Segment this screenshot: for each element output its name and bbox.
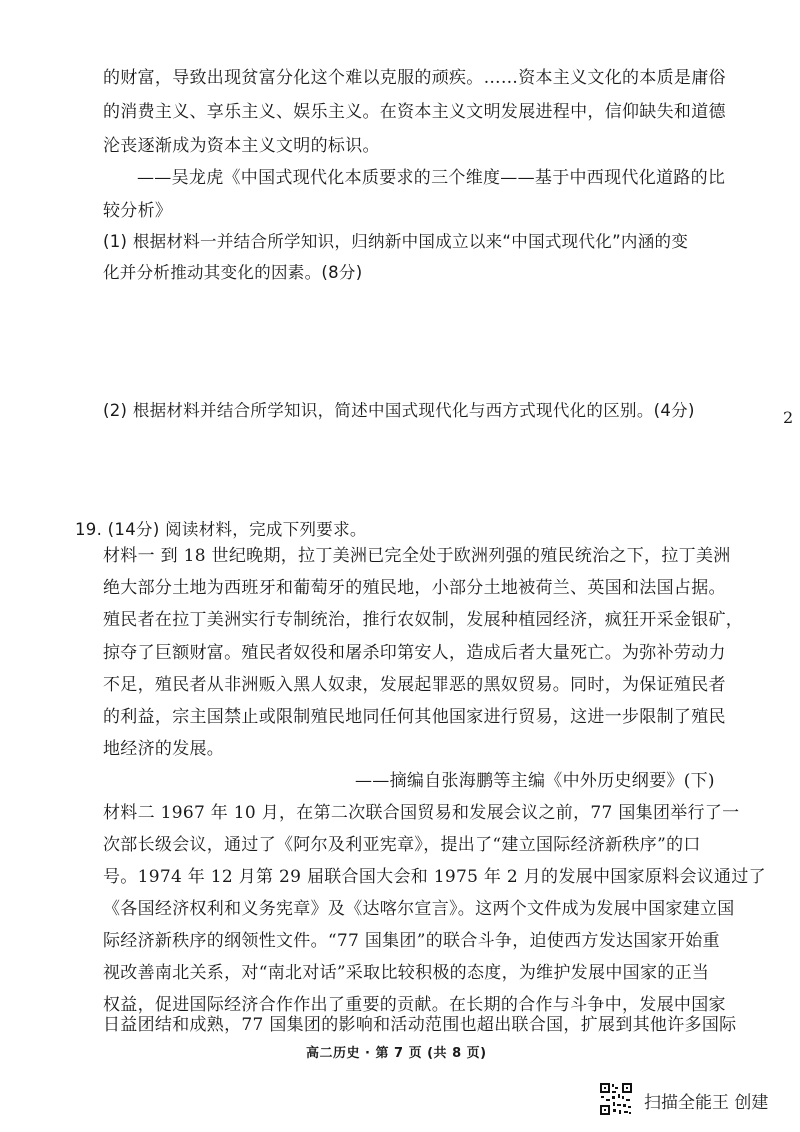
question-18-part-2: (2) 根据材料并结合所学知识，简述中国式现代化与西方式现代化的区别。(4分) <box>103 401 695 420</box>
material-text-line: 沦丧逐渐成为资本主义文明的标识。 <box>103 136 380 156</box>
material-2-line: 权益，促进国际经济合作作出了重要的贡献。在长期的合作与斗争中，发展中国家 <box>103 995 726 1015</box>
material-2-line: 号。1974 年 12 月第 29 届联合国大会和 1975 年 2 月的发展中国家原料会议通过了 <box>103 867 766 887</box>
material-source: 较分析》 <box>103 201 173 221</box>
material-2-line: 《各国经济权利和义务宪章》及《达喀尔宣言》。这两个文件成为发展中国家建立国 <box>103 899 735 919</box>
material-1-line: 不足，殖民者从非洲贩入黑人奴隶，发展起罪恶的黑奴贸易。同时，为保证殖民者 <box>103 675 726 695</box>
material-2-line: 视改善南北关系，对“南北对话”采取比较积极的态度，为维护发展中国家的正当 <box>103 963 710 983</box>
question-19-header: 19. (14分) 阅读材料，完成下列要求。 <box>75 520 367 539</box>
material-1-line: 掠夺了巨额财富。殖民者奴役和屠杀印第安人，造成后者大量死亡。为弥补劳动力 <box>103 643 726 663</box>
material-text-line: 的财富，导致出现贫富分化这个难以克服的顽疾。……资本主义文化的本质是庸俗 <box>103 68 726 88</box>
question-18-part-1: (1) 根据材料一并结合所学知识，归纳新中国成立以来“中国式现代化”内涵的变 <box>103 232 689 251</box>
material-text-line: 的消费主义、享乐主义、娱乐主义。在资本主义文明发展进程中，信仰缺失和道德 <box>103 102 726 122</box>
material-2-line: 日益团结和成熟，77 国集团的影响和活动范围也超出联合国，扩展到其他许多国际 <box>103 1015 737 1035</box>
material-1-line: 的利益，宗主国禁止或限制殖民地同任何其他国家进行贸易，这进一步限制了殖民 <box>103 707 726 727</box>
question-18-part-1: 化并分析推动其变化的因素。(8分) <box>103 263 363 282</box>
material-2-line: 材料二 1967 年 10 月，在第二次联合国贸易和发展会议之前，77 国集团举行了一 <box>103 803 740 823</box>
material-1-line: 材料一 到 18 世纪晚期，拉丁美洲已完全处于欧洲列强的殖民统治之下，拉丁美洲 <box>103 546 731 566</box>
page-footer: 高二历史 · 第 7 页 (共 8 页) <box>306 1046 487 1061</box>
material-1-line: 殖民者在拉丁美洲实行专制统治，推行农奴制，发展种植园经济，疯狂开采金银矿， <box>103 610 744 630</box>
material-1-source: ——摘编自张海鹏等主编《中外历史纲要》(下) <box>355 771 715 791</box>
material-1-line: 绝大部分土地为西班牙和葡萄牙的殖民地，小部分土地被荷兰、英国和法国占据。 <box>103 578 726 598</box>
margin-mark: 2 <box>783 408 794 427</box>
material-source: ——吴龙虎《中国式现代化本质要求的三个维度——基于中西现代化道路的比 <box>137 168 726 188</box>
qr-code-icon <box>599 1082 633 1116</box>
material-1-line: 地经济的发展。 <box>103 739 225 759</box>
material-2-line: 际经济新秩序的纲领性文件。“77 国集团”的联合斗争，迫使西方发达国家开始重 <box>103 931 720 951</box>
scanner-watermark: 扫描全能王 创建 <box>644 1093 769 1113</box>
material-2-line: 次部长级会议，通过了《阿尔及利亚宪章》，提出了“建立国际经济新秩序”的口 <box>103 835 701 855</box>
